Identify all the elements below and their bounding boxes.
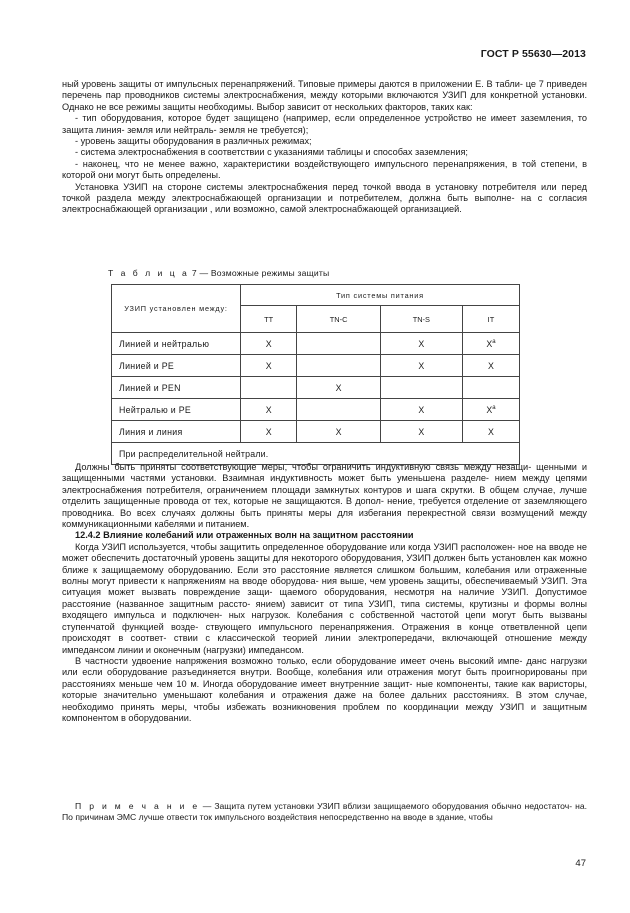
table-cell xyxy=(462,333,519,355)
table-cell: X xyxy=(380,421,462,443)
table-row xyxy=(112,399,520,421)
table-cell xyxy=(462,399,519,421)
table-row xyxy=(112,421,520,443)
column-header: TN-C xyxy=(297,306,380,333)
table-cell: X xyxy=(241,421,297,443)
table-cell: X xyxy=(462,355,519,377)
row-label: Линией и PE xyxy=(112,355,241,377)
list-item: - наконец, что не менее важно, характеристики воздействующего импульсного перенапряжения, в той степени, в которой они могут быть определены. xyxy=(62,158,587,181)
table-group-header: Тип системы питания xyxy=(241,285,520,306)
table-cell xyxy=(462,377,519,399)
table-cell: X xyxy=(380,355,462,377)
body-text-bottom xyxy=(62,462,587,724)
table-cell: X xyxy=(241,333,297,355)
paragraph: Когда УЗИП используется, чтобы защитить определенное оборудование или когда УЗИП расположен- ное на вводе не может обеспечить достаточный уровень защиты для некоторого оборудования, УЗИП должен быть установлен как можно ближе к защищаемому оборудованию. Если это расстояние является слишком большим, колебания или отраженные волны могут привести к напряжениям на вводе оборудова- ния выше, чем уровень защиты, обеспечиваемый УЗИП. Эта ситуация может вызвать повреждение защи- щаемого оборудования, несмотря на наличие УЗИП. Допустимое расстояние (названное защитным рассто- янием) зависит от типа УЗИП, типа системы, крутизны и формы волны входящего импульса и подключен- ных нагрузок. Колебания с собственной частотой цепи могут быть вызваны ступенчатой функцией возде- ствующего импульсного перенапряжения. Отражения в конце ответвленной цепи происходят в соответ- ствии с классической теорией линии электропередачи, включающей отношение между импедансом линии и оконечным (нагрузки) импедансом. xyxy=(62,541,587,655)
table-caption-text: 7 — Возможные режимы защиты xyxy=(189,268,330,278)
paragraph: ный уровень защиты от импульсных перенапряжений. Типовые примеры даются в приложении Е. В табли- це 7 приведен перечень пар проводников системы электроснабжения, между которыми включаются УЗИП для конкретной установки. Однако не все режимы защиты необходимы. Выбор зависит от нескольких факторов, таких как: xyxy=(62,79,587,112)
section-heading: 12.4.2 Влияние колебаний или отраженных волн на защитном расстоянии xyxy=(75,530,414,541)
paragraph: В частности удвоение напряжения возможно только, если оборудование имеет очень высокий импе- данс нагрузки или если оборудование разъединяется внутри. Вообще, колебания или отражения могут быть проигнорированы при расстояниях меньше чем 10 м. Иногда оборудование имеет внутренние защит- ные компоненты, такие как варисторы, которые значительно уменьшают колебания и отражения даже на более дальних расстояниях. В этом случае, необходимо принять меры, чтобы избежать возникновения проблем по координации между УЗИП и защитным компонентом в оборудовании. xyxy=(62,655,587,723)
table-cell xyxy=(241,377,297,399)
table-footnote: При распределительной нейтрали. xyxy=(112,443,520,465)
page-number: 47 xyxy=(575,858,586,869)
list-item: - уровень защиты оборудования в различных режимах; xyxy=(75,136,312,147)
paragraph: Должны быть приняты соответствующие меры, чтобы ограничить индуктивную связь между незащи- щенными и защищенными частями установки. Взаимная индуктивность может быть уменьшена разделе- нием между цепями электроснабжения потребителя, ограничением площади замкнутых контуров и шага скрутки. В общем случае, лучше отделить защищенные провода от тех, которые не защищаются. В допол- нение, требуется отделение от заземляющего проводника. Во всех случаях должны быть приняты меры для избегания перекрестной связи возмущений между коммуникационными кабелями и питанием. xyxy=(62,462,587,530)
footnote-marker: а xyxy=(492,404,496,411)
list-item: - тип оборудования, которое будет защищено (например, если определенное устройство не имеет заземления, то защита линия- земля или нейтраль- земля не требуется); xyxy=(62,113,587,135)
column-header: TT xyxy=(241,306,297,333)
row-label: Нейтралью и PE xyxy=(112,399,241,421)
list-item: - система электроснабжения в соответствии с указаниями таблицы и способах заземления; xyxy=(75,147,468,158)
table-cell xyxy=(380,377,462,399)
footnote-marker: а xyxy=(492,338,496,345)
paragraph: Установка УЗИП на стороне системы электроснабжения перед точкой ввода в установку потребителя или перед точкой раздела между электроснабжающей организации и потребителем, должна быть выполне- на с согласия электроснабжающей организации , или возможно, самой электроснабжающей организацией. xyxy=(62,181,587,215)
table-cell: X xyxy=(380,333,462,355)
note-text: — Защита путем установки УЗИП вблизи защищаемого оборудования обычно недостаточ- на. По причинам ЭМС лучше отвести ток импульсного воздействия непосредственно на вводе в здание, чтобы xyxy=(62,801,588,822)
cell-mark: X xyxy=(486,338,493,349)
row-label: Линия и линия xyxy=(112,421,241,443)
table-cell: X xyxy=(297,377,380,399)
table-cell: X xyxy=(462,421,519,443)
table-cell: X xyxy=(380,399,462,421)
table-row xyxy=(112,355,520,377)
body-text-top xyxy=(62,79,587,216)
table-cell: X xyxy=(241,399,297,421)
note xyxy=(62,801,587,823)
protection-modes-table xyxy=(111,284,520,465)
table-caption-prefix: Т а б л и ц а xyxy=(108,268,190,278)
row-label: Линией и нейтралью xyxy=(112,333,241,355)
table-row xyxy=(112,333,520,355)
note-paragraph xyxy=(62,801,587,823)
table-caption xyxy=(108,268,329,278)
table-cell: X xyxy=(241,355,297,377)
note-prefix: П р и м е ч а н и е xyxy=(75,801,200,811)
table-row xyxy=(112,377,520,399)
cell-mark: X xyxy=(486,404,493,415)
column-header: IT xyxy=(462,306,519,333)
table-corner-header: УЗИП установлен между: xyxy=(112,285,241,333)
row-label: Линией и PEN xyxy=(112,377,241,399)
column-header: TN-S xyxy=(380,306,462,333)
table-cell xyxy=(297,399,380,421)
table-cell xyxy=(297,355,380,377)
table-cell xyxy=(297,333,380,355)
table-cell: X xyxy=(297,421,380,443)
standard-header: ГОСТ Р 55630—2013 xyxy=(480,48,586,60)
